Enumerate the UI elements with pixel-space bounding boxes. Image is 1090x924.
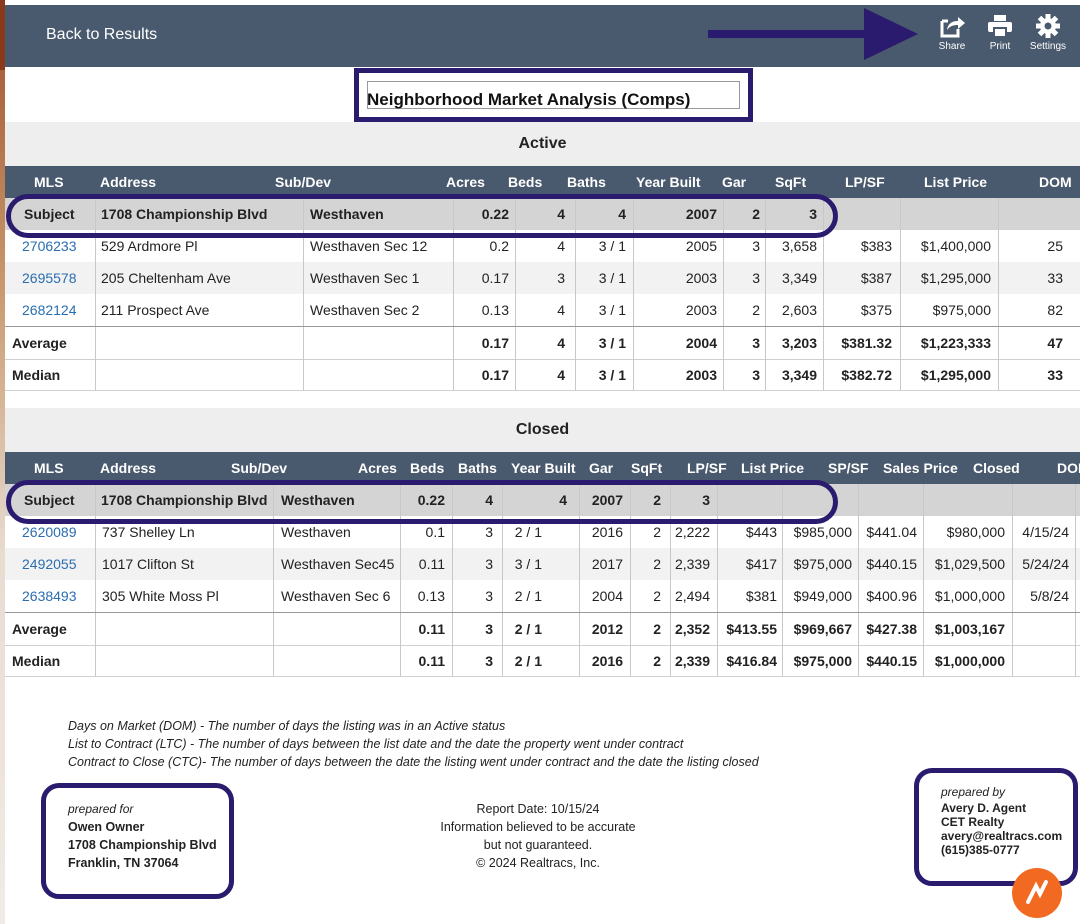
print-label: Print	[989, 41, 1011, 52]
mls-link[interactable]: 2638493	[22, 588, 77, 604]
list-price: $1,400,000	[920, 238, 991, 254]
col-subdev[interactable]: Sub/Dev	[231, 460, 288, 476]
col-sqft[interactable]: SqFt	[775, 174, 807, 190]
col-spsf[interactable]: SP/SF	[828, 460, 869, 476]
col-address[interactable]: Address	[100, 460, 157, 476]
mls-link[interactable]: 2695578	[22, 270, 77, 286]
avg-gar: 2	[653, 621, 661, 637]
year-built: 2003	[685, 270, 717, 286]
col-list-price[interactable]: List Price	[924, 174, 988, 190]
col-year-built[interactable]: Year Built	[636, 174, 701, 190]
average-label: Average	[12, 621, 67, 637]
mls-link[interactable]: 2706233	[22, 238, 77, 254]
avg-sqft: 3,203	[781, 335, 817, 351]
list-price: $949,000	[793, 588, 852, 604]
med-gar: 2	[653, 653, 661, 669]
prepared-for-box	[41, 783, 234, 899]
col-list-price[interactable]: List Price	[741, 460, 805, 476]
sqft: 2,339	[674, 556, 710, 572]
mls-link[interactable]: 2620089	[22, 524, 77, 540]
share-icon	[938, 13, 966, 39]
avg-gar: 3	[752, 335, 760, 351]
col-acres[interactable]: Acres	[446, 174, 485, 190]
avg-lpsf: $381.32	[841, 335, 892, 351]
avg-beds: 3	[485, 621, 493, 637]
agent-email[interactable]: avery@realtracs.com	[941, 829, 1063, 843]
col-closed[interactable]: Closed	[973, 460, 1020, 476]
med-sqft: 2,339	[674, 653, 710, 669]
disclaimer-line-1: Information believed to be accurate	[440, 820, 636, 834]
table-row[interactable]	[5, 294, 1080, 326]
med-list-price: $1,295,000	[920, 367, 991, 383]
settings-button[interactable]	[1026, 13, 1070, 52]
report-title-box	[354, 68, 753, 122]
client-name: Owen Owner	[68, 820, 145, 834]
lpsf: $417	[745, 556, 777, 572]
year-built: 2016	[591, 524, 623, 540]
address: 737 Shelley Ln	[102, 524, 195, 540]
sales-price: $1,029,500	[934, 556, 1005, 572]
annotation-arrow-icon	[708, 8, 918, 60]
active-median-row	[5, 359, 1080, 391]
subdev: Westhaven Sec 6	[281, 588, 391, 604]
avg-baths: 2 / 1	[514, 621, 542, 637]
col-dom[interactable]: DOM	[1039, 174, 1072, 190]
chat-badge[interactable]	[1012, 868, 1062, 918]
chat-icon	[1012, 868, 1062, 918]
definitions-notes	[68, 717, 759, 771]
subject-address: 1708 Championship Blvd	[101, 492, 268, 508]
med-lpsf: $382.72	[841, 367, 892, 383]
subject-gar: 2	[752, 206, 760, 222]
sqft: 2,603	[781, 302, 817, 318]
col-baths[interactable]: Baths	[567, 174, 606, 190]
closed-average-row	[5, 613, 1080, 645]
agent-phone: (615)385-0777	[941, 843, 1020, 857]
col-baths[interactable]: Baths	[458, 460, 497, 476]
sqft: 2,494	[674, 588, 710, 604]
subject-label: Subject	[24, 206, 75, 222]
subject-sqft: 3	[809, 206, 817, 222]
median-label: Median	[12, 367, 61, 383]
subject-year: 2007	[685, 206, 717, 222]
med-spsf: $440.15	[866, 653, 917, 669]
subject-subdev: Westhaven	[310, 206, 384, 222]
list-price: $975,000	[932, 302, 991, 318]
spsf: $441.04	[866, 524, 917, 540]
list-price: $1,295,000	[920, 270, 991, 286]
med-sqft: 3,349	[781, 367, 817, 383]
col-beds[interactable]: Beds	[410, 460, 445, 476]
avg-list-price: $1,223,333	[920, 335, 991, 351]
subject-baths: 4	[559, 492, 567, 508]
lpsf: $375	[860, 302, 892, 318]
med-acres: 0.11	[418, 653, 445, 669]
avg-baths: 3 / 1	[598, 335, 626, 351]
closed-subject-highlight	[6, 480, 838, 524]
print-button[interactable]	[978, 13, 1022, 52]
baths: 3 / 1	[598, 238, 626, 254]
back-to-results-link[interactable]: Back to Results	[46, 26, 158, 43]
mls-link[interactable]: 2682124	[22, 302, 77, 318]
col-dom[interactable]: DOM	[1057, 460, 1090, 476]
col-address[interactable]: Address	[100, 174, 157, 190]
subject-address: 1708 Championship Blvd	[101, 206, 268, 222]
top-bar	[5, 5, 1080, 67]
beds: 3	[557, 270, 565, 286]
acres: 0.11	[418, 556, 445, 572]
avg-beds: 4	[557, 335, 565, 351]
address: 205 Cheltenham Ave	[101, 270, 231, 286]
subject-gar: 2	[653, 492, 661, 508]
settings-label: Settings	[1029, 41, 1067, 52]
col-sqft[interactable]: SqFt	[631, 460, 663, 476]
gar: 2	[653, 524, 661, 540]
col-beds[interactable]: Beds	[508, 174, 543, 190]
closed-date: 5/8/24	[1030, 588, 1069, 604]
gar: 3	[752, 238, 760, 254]
note-ctc: Contract to Close (CTC)- The number of days between the date the listing went under contract and the date the listing closed	[68, 755, 759, 769]
disclaimer-line-2: but not guaranteed.	[483, 838, 593, 852]
client-street: 1708 Championship Blvd	[68, 838, 217, 852]
subject-acres: 0.22	[417, 492, 445, 508]
subject-year: 2007	[591, 492, 623, 508]
avg-lpsf: $413.55	[726, 621, 777, 637]
spsf: $440.15	[866, 556, 917, 572]
baths: 3 / 1	[598, 270, 626, 286]
med-sales-price: $1,000,000	[934, 653, 1005, 669]
closed-date: 4/15/24	[1022, 524, 1069, 540]
med-baths: 3 / 1	[598, 367, 626, 383]
prepared-for-label: prepared for	[68, 802, 134, 816]
col-mls[interactable]: MLS	[34, 460, 64, 476]
col-mls[interactable]: MLS	[34, 174, 64, 190]
print-icon	[986, 13, 1014, 39]
address: 1017 Clifton St	[102, 556, 194, 572]
agent-company: CET Realty	[941, 815, 1005, 829]
year-built: 2004	[591, 588, 623, 604]
subdev: Westhaven Sec 1	[310, 270, 420, 286]
average-label: Average	[12, 335, 67, 351]
share-button[interactable]	[930, 13, 974, 52]
med-beds: 3	[485, 653, 493, 669]
avg-dom: 47	[1047, 335, 1063, 351]
dom: 33	[1047, 270, 1063, 286]
beds: 4	[557, 302, 565, 318]
gar: 2	[653, 556, 661, 572]
list-price: $985,000	[793, 524, 852, 540]
gear-icon	[1034, 13, 1062, 39]
col-year-built[interactable]: Year Built	[511, 460, 576, 476]
baths: 2 / 1	[514, 524, 542, 540]
closed-date: 5/24/24	[1022, 556, 1069, 572]
col-gar[interactable]: Gar	[722, 174, 747, 190]
subdev: Westhaven Sec 12	[310, 238, 428, 254]
address: 529 Ardmore Pl	[101, 238, 198, 254]
report-date: Report Date: 10/15/24	[476, 802, 600, 816]
copyright: © 2024 Realtracs, Inc.	[476, 856, 600, 870]
list-price: $975,000	[793, 556, 852, 572]
dom: 82	[1047, 302, 1063, 318]
client-city: Franklin, TN 37064	[68, 856, 179, 870]
med-baths: 2 / 1	[514, 653, 542, 669]
avg-sqft: 2,352	[674, 621, 710, 637]
gar: 2	[653, 588, 661, 604]
med-year: 2003	[685, 367, 717, 383]
subdev: Westhaven Sec45	[281, 556, 395, 572]
subject-beds: 4	[557, 206, 565, 222]
baths: 3 / 1	[598, 302, 626, 318]
median-label: Median	[12, 653, 61, 669]
address: 305 White Moss Pl	[102, 588, 219, 604]
acres: 0.13	[417, 588, 445, 604]
avg-spsf: $427.38	[866, 621, 917, 637]
sales-price: $980,000	[946, 524, 1005, 540]
col-acres[interactable]: Acres	[358, 460, 397, 476]
beds: 3	[485, 524, 493, 540]
gar: 2	[752, 302, 760, 318]
col-gar[interactable]: Gar	[589, 460, 614, 476]
avg-acres: 0.17	[481, 335, 509, 351]
closed-median-row	[5, 645, 1080, 677]
year-built: 2003	[685, 302, 717, 318]
year-built: 2017	[591, 556, 623, 572]
beds: 3	[485, 556, 493, 572]
share-label: Share	[938, 41, 966, 52]
avg-sales-price: $1,003,167	[934, 621, 1005, 637]
col-lpsf[interactable]: LP/SF	[687, 460, 727, 476]
subject-label: Subject	[24, 492, 75, 508]
subject-beds: 4	[485, 492, 493, 508]
active-average-row	[5, 327, 1080, 359]
lpsf: $443	[745, 524, 777, 540]
closed-section-heading: Closed	[5, 408, 1080, 452]
acres: 0.17	[481, 270, 509, 286]
spsf: $400.96	[866, 588, 917, 604]
med-list-price: $975,000	[793, 653, 852, 669]
beds: 3	[485, 588, 493, 604]
prepared-by-label: prepared by	[941, 785, 1006, 799]
med-gar: 3	[752, 367, 760, 383]
subject-sqft: 3	[702, 492, 710, 508]
sales-price: $1,000,000	[934, 588, 1005, 604]
subject-baths: 4	[618, 206, 626, 222]
med-lpsf: $416.84	[726, 653, 777, 669]
subdev: Westhaven Sec 2	[310, 302, 420, 318]
baths: 2 / 1	[514, 588, 542, 604]
sqft: 3,349	[781, 270, 817, 286]
address: 211 Prospect Ave	[101, 302, 210, 318]
gar: 3	[752, 270, 760, 286]
active-section-heading: Active	[5, 122, 1080, 166]
note-dom: Days on Market (DOM) - The number of days the listing was in an Active status	[68, 719, 506, 733]
note-ltc: List to Contract (LTC) - The number of days between the list date and the date the property went under contract	[68, 737, 684, 751]
acres: 0.13	[481, 302, 509, 318]
lpsf: $383	[860, 238, 892, 254]
subject-acres: 0.22	[481, 206, 509, 222]
med-dom: 33	[1047, 367, 1063, 383]
col-subdev[interactable]: Sub/Dev	[275, 174, 332, 190]
lpsf: $381	[745, 588, 777, 604]
report-info	[420, 800, 656, 872]
table-row[interactable]	[5, 548, 1080, 580]
mls-link[interactable]: 2492055	[22, 556, 77, 572]
active-subject-highlight	[6, 194, 838, 238]
baths: 3 / 1	[514, 556, 542, 572]
beds: 4	[557, 238, 565, 254]
avg-list-price: $969,667	[793, 621, 852, 637]
avg-year: 2004	[685, 335, 717, 351]
page-title: Neighborhood Market Analysis (Comps)	[367, 90, 691, 109]
table-row[interactable]	[5, 262, 1080, 294]
year-built: 2005	[685, 238, 717, 254]
sqft: 3,658	[781, 238, 817, 254]
avg-acres: 0.11	[418, 621, 445, 637]
acres: 0.2	[489, 238, 509, 254]
subject-subdev: Westhaven	[281, 492, 355, 508]
med-year: 2016	[591, 653, 623, 669]
lpsf: $387	[860, 270, 892, 286]
table-row[interactable]	[5, 580, 1080, 612]
sqft: 2,222	[674, 524, 710, 540]
acres: 0.1	[425, 524, 445, 540]
subdev: Westhaven	[281, 524, 351, 540]
agent-name: Avery D. Agent	[941, 801, 1027, 815]
med-beds: 4	[557, 367, 565, 383]
dom: 25	[1047, 238, 1063, 254]
med-acres: 0.17	[481, 367, 509, 383]
avg-year: 2012	[591, 621, 623, 637]
col-sales-price[interactable]: Sales Price	[883, 460, 958, 476]
col-lpsf[interactable]: LP/SF	[845, 174, 885, 190]
